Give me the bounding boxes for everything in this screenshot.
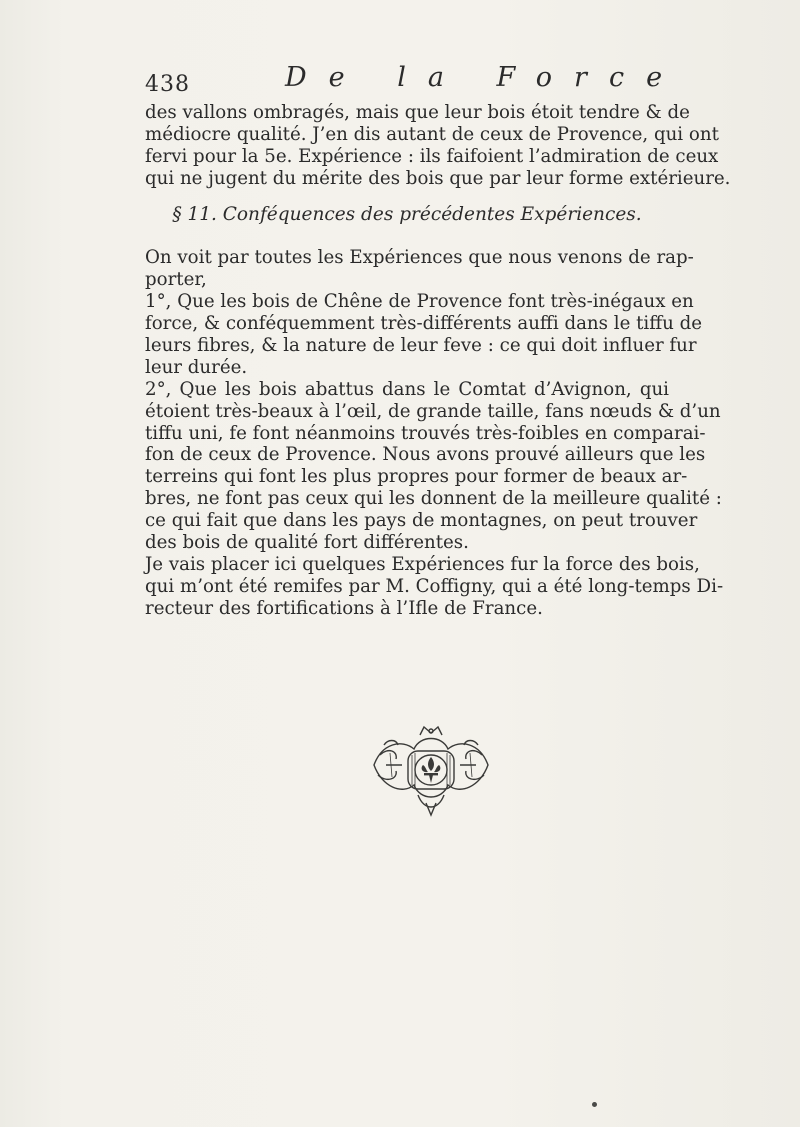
text-line: leur durée. bbox=[145, 356, 248, 378]
text-line: On voit par toutes les Expériences que nous venons de rap- bbox=[145, 247, 694, 269]
text-line: leurs fibres, & la nature de leur feve : ce qui doit influer fur bbox=[145, 335, 697, 357]
text-line: porter, bbox=[145, 269, 207, 291]
text-line: des vallons ombragés, mais que leur bois étoit tendre & de bbox=[145, 102, 690, 123]
text-line: 2°, Que les bois abattus dans le Comtat d’Avignon, qui bbox=[145, 378, 669, 400]
paragraph-4 bbox=[145, 378, 722, 554]
page-body bbox=[145, 102, 731, 620]
paragraph-3 bbox=[145, 291, 703, 379]
text-line: bres, ne font pas ceux qui les donnent de la meilleure qualité : bbox=[145, 488, 722, 510]
ink-speck bbox=[592, 1102, 597, 1107]
text-line: qui m’ont été remifes par M. Coffigny, qui a été long-temps Di- bbox=[145, 575, 724, 597]
text-line: terreins qui font les plus propres pour former de beaux ar- bbox=[145, 466, 688, 488]
running-title: De la Force bbox=[285, 62, 685, 93]
text-line: fon de ceux de Provence. Nous avons prouvé ailleurs que les bbox=[145, 444, 706, 466]
text-line: tiffu uni, fe font néanmoins trouvés très-foibles en comparai- bbox=[145, 422, 706, 444]
text-line: recteur des fortifications à l’Ifle de France. bbox=[145, 597, 543, 619]
paragraph-1 bbox=[145, 102, 731, 190]
text-line: ce qui fait que dans les pays de montagnes, on peut trouver bbox=[145, 510, 698, 532]
page-header bbox=[145, 62, 685, 102]
text-line: médiocre qualité. J’en dis autant de ceux de Provence, qui ont bbox=[145, 123, 719, 145]
text-line: Je vais placer ici quelques Expériences fur la force des bois, bbox=[145, 553, 700, 575]
text-line: étoient très-beaux à l’œil, de grande taille, fans nœuds & d’un bbox=[145, 400, 721, 422]
text-line: fervi pour la 5e. Expérience : ils faifoient l’admiration de ceux bbox=[145, 145, 719, 167]
paragraph-5 bbox=[145, 553, 724, 620]
paragraph-2 bbox=[145, 247, 694, 291]
text-line: qui ne jugent du mérite des bois que par leur forme extérieure. bbox=[145, 167, 731, 189]
text-line: force, & conféquemment très-différents auffi dans le tiffu de bbox=[145, 313, 703, 335]
section-heading: § 11. Conféquences des précédentes Expériences. bbox=[172, 203, 642, 225]
page-number: 438 bbox=[145, 72, 190, 97]
text-line: 1°, Que les bois de Chêne de Provence font très-inégaux en bbox=[145, 291, 694, 313]
fleur-de-lis-ornament-icon bbox=[368, 725, 494, 817]
text-line: des bois de qualité fort différentes. bbox=[145, 532, 469, 554]
